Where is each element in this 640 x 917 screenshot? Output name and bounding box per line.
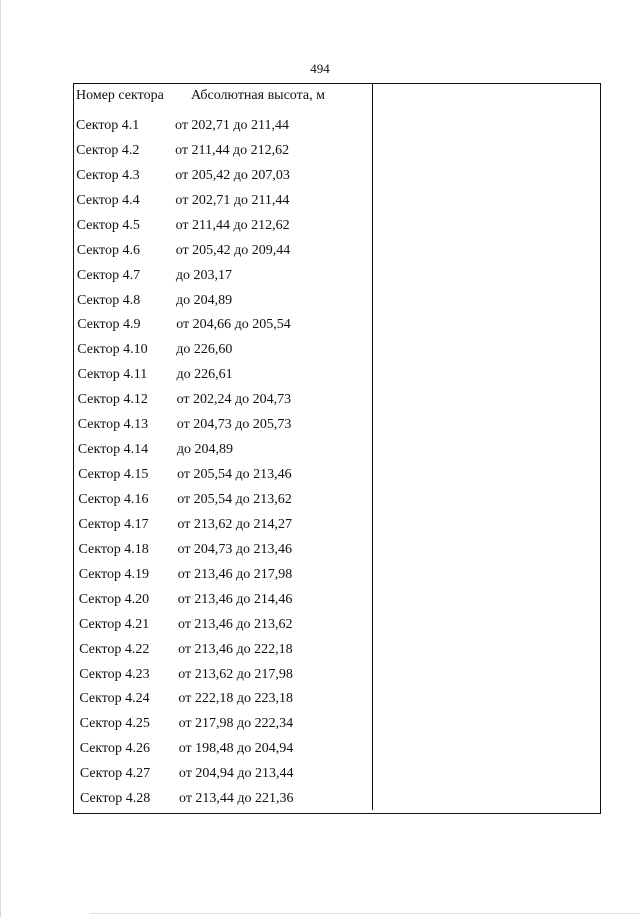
page-number: 494: [310, 61, 330, 76]
absolute-height-cell: от 204,73 до 213,46: [177, 541, 293, 557]
absolute-height-cell: от 205,42 до 209,44: [175, 242, 291, 258]
absolute-height-cell: до 204,89: [176, 292, 233, 308]
sector-number-cell: Сектор 4.23: [79, 666, 150, 682]
sector-number-cell: Сектор 4.7: [76, 267, 141, 283]
sector-number-cell: Сектор 4.14: [77, 442, 149, 458]
sector-number-cell: Сектор 4.17: [78, 516, 149, 532]
scan-bottom-edge: [90, 913, 640, 914]
absolute-height-cell: от 204,66 до 205,54: [176, 317, 291, 333]
sector-number-cell: Сектор 4.20: [78, 591, 150, 607]
sector-number-cell: Сектор 4.27: [79, 766, 151, 782]
absolute-height-cell: от 213,44 до 221,36: [179, 791, 294, 807]
absolute-height-cell: до 203,17: [175, 267, 233, 283]
sector-number-cell: Сектор 4.4: [76, 192, 140, 208]
absolute-height-cell: от 202,24 до 204,73: [176, 392, 292, 408]
sector-number-cell: Сектор 4.25: [79, 716, 150, 732]
absolute-height-cell: от 211,44 до 212,62: [175, 217, 290, 233]
absolute-height-cell: от 205,54 до 213,46: [177, 467, 292, 482]
sector-number-cell: Сектор 4.12: [77, 392, 148, 408]
absolute-height-cell: от 205,54 до 213,62: [177, 491, 292, 507]
sector-number-cell: Сектор 4.5: [76, 217, 140, 233]
sector-table: [73, 83, 601, 814]
sector-number-cell: Сектор 4.1: [76, 118, 140, 133]
sector-number-cell: Сектор 4.9: [77, 317, 141, 333]
absolute-height-cell: до 204,89: [176, 442, 234, 458]
sector-number-cell: Сектор 4.26: [79, 741, 150, 757]
sector-number-cell: Сектор 4.11: [77, 367, 148, 383]
sector-number-cell: Сектор 4.24: [79, 691, 150, 707]
sector-number-cell: Сектор 4.3: [76, 167, 140, 183]
sector-number-cell: Сектор 4.15: [78, 467, 149, 482]
sector-number-cell: Сектор 4.2: [76, 142, 140, 158]
absolute-height-cell: от 198,48 до 204,94: [178, 741, 294, 757]
absolute-height-cell: от 217,98 до 222,34: [178, 716, 294, 732]
absolute-height-cell: от 213,46 до 222,18: [178, 641, 293, 657]
absolute-height-cell: от 222,18 до 223,18: [178, 691, 293, 707]
sector-number-cell: Сектор 4.8: [77, 292, 141, 308]
sector-number-cell: Сектор 4.6: [76, 242, 140, 258]
absolute-height-cell: от 213,46 до 214,46: [177, 591, 293, 607]
absolute-height-cell: от 213,62 до 217,98: [178, 666, 293, 682]
sector-number-cell: Сектор 4.10: [77, 342, 148, 358]
absolute-height-cell: от 202,71 до 211,44: [175, 118, 290, 133]
absolute-height-cell: от 205,42 до 207,03: [175, 167, 290, 183]
column-divider: [372, 83, 373, 810]
absolute-height-cell: от 204,73 до 205,73: [176, 417, 292, 433]
sector-number-cell: Сектор 4.19: [78, 566, 149, 582]
sector-number-cell: Сектор 4.16: [78, 491, 149, 507]
sector-number-cell: Сектор 4.22: [79, 641, 150, 657]
header-sector-number: Номер сектора: [76, 88, 164, 103]
absolute-height-cell: от 204,94 до 213,44: [178, 766, 294, 782]
absolute-height-cell: от 211,44 до 212,62: [175, 142, 290, 158]
sector-number-cell: Сектор 4.21: [79, 616, 150, 632]
absolute-height-cell: от 213,46 до 213,62: [178, 616, 293, 632]
absolute-height-cell: от 213,46 до 217,98: [177, 566, 293, 582]
header-absolute-height: Абсолютная высота, м: [191, 88, 325, 103]
absolute-height-cell: до 226,60: [176, 342, 233, 358]
sector-number-cell: Сектор 4.28: [80, 791, 151, 807]
scan-left-edge: [0, 0, 1, 917]
absolute-height-cell: от 202,71 до 211,44: [175, 192, 290, 208]
sector-number-cell: Сектор 4.18: [78, 541, 149, 557]
absolute-height-cell: до 226,61: [176, 367, 233, 383]
absolute-height-cell: от 213,62 до 214,27: [177, 516, 292, 532]
sector-number-cell: Сектор 4.13: [77, 417, 149, 433]
